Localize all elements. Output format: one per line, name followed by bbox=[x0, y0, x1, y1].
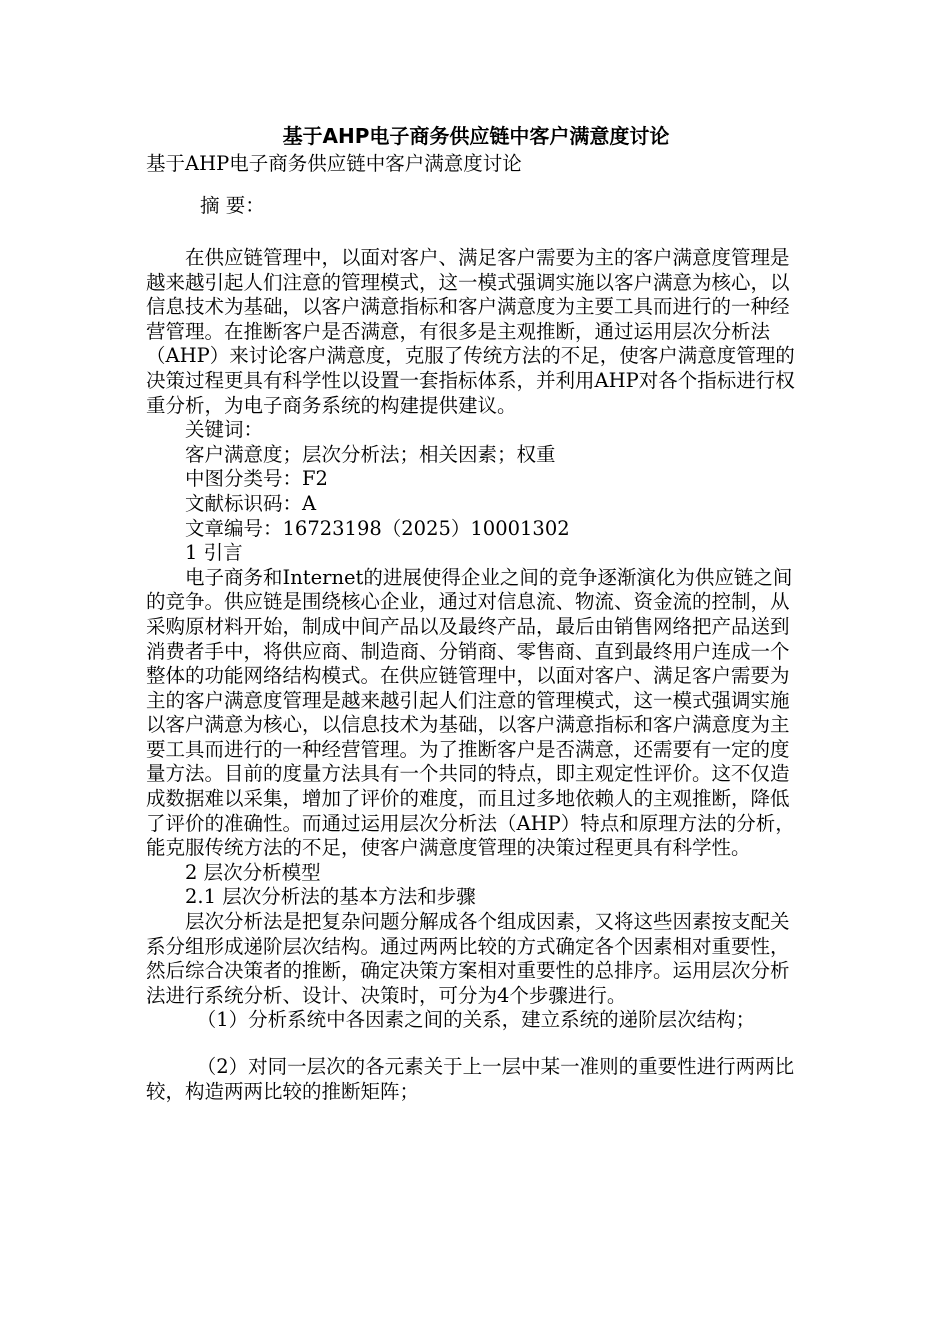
introduction-paragraph: 电子商务和Internet的进展使得企业之间的竞争逐渐演化为供应链之间的竞争。供应链是围绕核心企业，通过对信息流、物流、资金流的控制，从采购原材料开始，制成中间产品以及最终产品，最后由销售网络把产品送到消费者手中，将供应商、制造商、分销商、零售商、直到最终用户连成一个整体的功能网络结构模式。在供应链管理中，以面对客户、满足客户需要为主的客户满意度管理是越来越引起人们注意的管理模式，这一模式强调实施以客户满意为核心，以信息技术为基础，以客户满意指标和客户满意度为主要工具而进行的一种经营管理。为了推断客户是否满意，还需要有一定的度量方法。目前的度量方法具有一个共同的特点，即主观定性评价。这不仅造成数据难以采集，增加了评价的难度，而且过多地依赖人的主观推断，降低了评价的准确性。而通过运用层次分析法（AHP）特点和原理方法的分析，能克服传统方法的不足，使客户满意度管理的决策过程更具有科学性。 bbox=[146, 565, 795, 860]
step-1: （1）分析系统中各因素之间的关系，建立系统的递阶层次结构； bbox=[196, 1008, 756, 1032]
document-subtitle: 基于AHP电子商务供应链中客户满意度讨论 bbox=[146, 152, 522, 175]
abstract-label: 摘 要： bbox=[200, 194, 265, 217]
step-2: （2）对同一层次的各元素关于上一层中某一准则的重要性进行两两比较，构造两两比较的推断矩阵； bbox=[146, 1055, 795, 1103]
clc-number: 中图分类号：F2 bbox=[185, 467, 328, 491]
subsection-heading-method: 2.1 层次分析法的基本方法和步骤 bbox=[185, 885, 476, 909]
section-heading-model: 2 层次分析模型 bbox=[185, 860, 321, 884]
document-title: 基于AHP电子商务供应链中客户满意度讨论 bbox=[282, 124, 670, 148]
keywords-label: 关键词： bbox=[185, 418, 264, 442]
section-heading-introduction: 1 引言 bbox=[185, 541, 243, 565]
method-paragraph: 层次分析法是把复杂问题分解成各个组成因素，又将这些因素按支配关系分组形成递阶层次结构。通过两两比较的方式确定各个因素相对重要性，然后综合决策者的推断，确定决策方案相对重要性的总排序。运用层次分析法进行系统分析、设计、决策时，可分为4个步骤进行。 bbox=[146, 910, 790, 1007]
keywords-list: 客户满意度；层次分析法；相关因素；权重 bbox=[185, 442, 556, 466]
abstract-paragraph: 在供应链管理中，以面对客户、满足客户需要为主的客户满意度管理是越来越引起人们注意的管理模式，这一模式强调实施以客户满意为核心，以信息技术为基础，以客户满意指标和客户满意度为主要工具而进行的一种经营管理。在推断客户是否满意，有很多是主观推断，通过运用层次分析法（AHP）来讨论客户满意度，克服了传统方法的不足，使客户满意度管理的决策过程更具有科学性以设置一套指标体系，并利用AHP对各个指标进行权重分析，为电子商务系统的构建提供建议。 bbox=[146, 246, 795, 417]
article-number: 文章编号：16723198（2025）10001302 bbox=[185, 516, 570, 540]
document-code: 文献标识码：A bbox=[185, 491, 317, 515]
document-page bbox=[146, 122, 806, 1104]
